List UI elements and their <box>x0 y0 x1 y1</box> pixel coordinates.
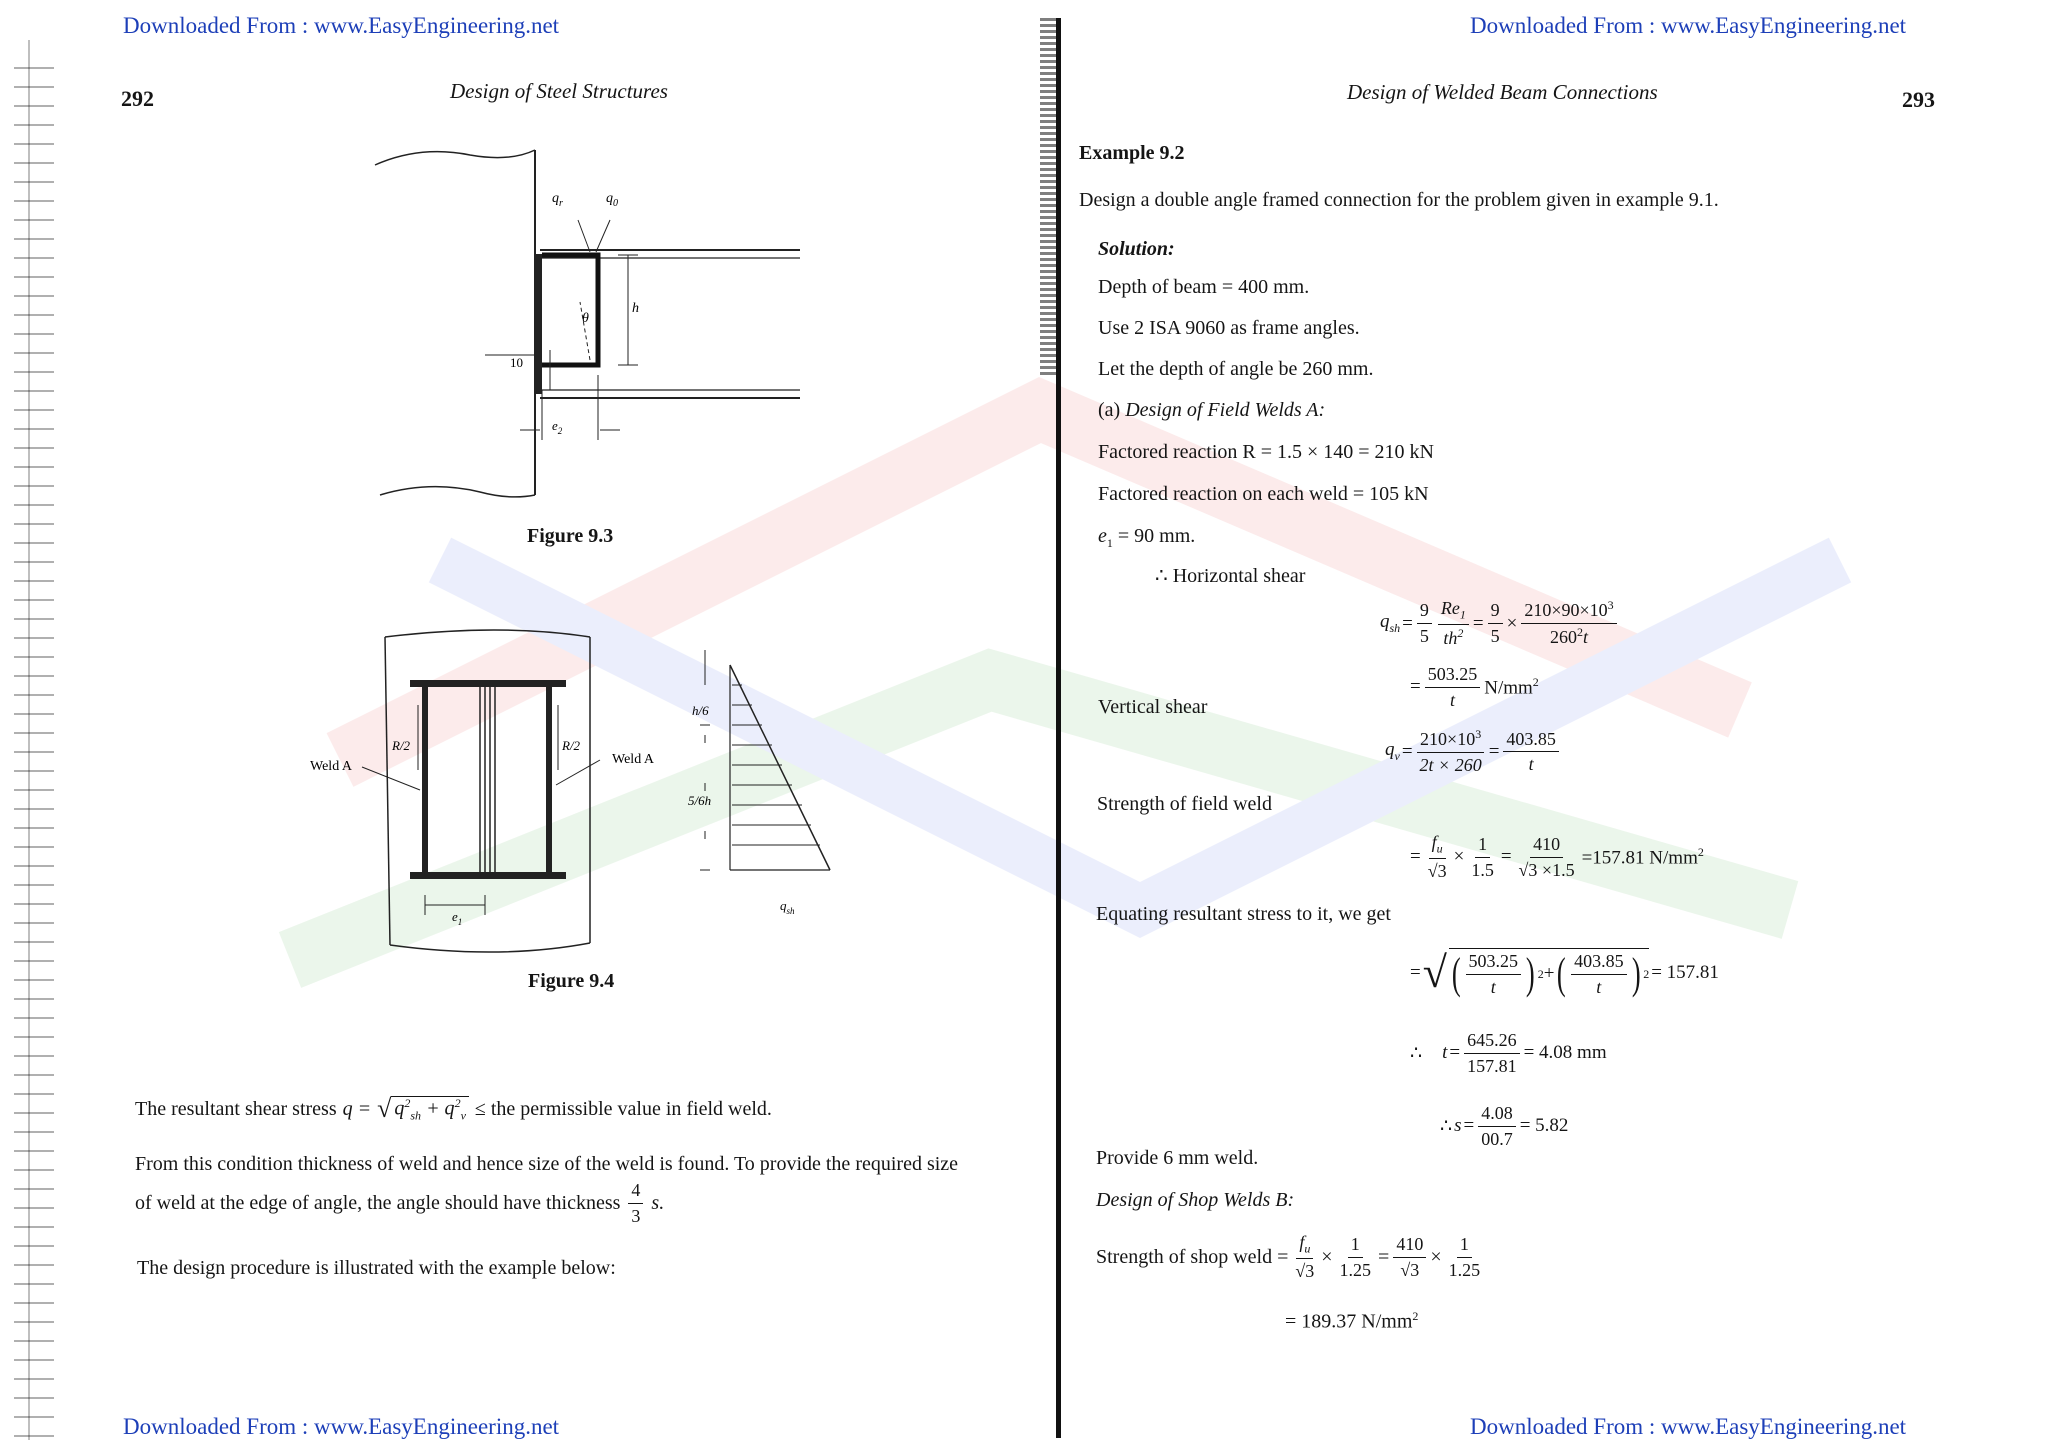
right-download-header[interactable]: Downloaded From : www.EasyEngineering.net <box>1470 13 1907 38</box>
figure-9-3-caption: Figure 9.3 <box>527 525 614 547</box>
fig94-e1: $e_1$ <box>452 909 463 927</box>
sqrt-expression: √ $q^2_{sh} + q^2_v$ <box>377 1096 469 1122</box>
e1-symbol: e <box>1098 525 1107 547</box>
shop-result-text: = 189.37 N/mm <box>1285 1310 1413 1333</box>
example-title: Example 9.2 <box>1079 142 1185 164</box>
scan-edge <box>14 60 54 1440</box>
left-para-resultant-shear <box>135 1096 772 1122</box>
problem-statement: Design a double angle framed connection for the problem given in example 9.1. <box>1079 189 1719 211</box>
page-spine <box>1056 18 1061 1438</box>
para1-pre: The resultant shear stress <box>135 1098 337 1120</box>
horizontal-shear-label: ∴ Horizontal shear <box>1155 565 1306 587</box>
fig94-weld-a-right: Weld A <box>612 752 655 767</box>
resultant-equation: = √ ( $\frac{503.25}{t}$ ) 2 + ( $\frac{403.85}{t}$ ) 2 = 157.81 <box>1410 947 1719 999</box>
qsh-result: = $\frac{503.25}{t}$ $N/mm^2$ <box>1410 664 1539 710</box>
fig94-weld-a-left: Weld A <box>310 759 353 774</box>
left-para2-line1: From this condition thickness of weld and hence size of the weld is found. To provide the required size <box>135 1153 959 1175</box>
left-running-head: Design of Steel Structures <box>450 79 668 103</box>
vertical-shear-label: Vertical shear <box>1098 696 1208 718</box>
t-equation: ∴ t = $\frac{645.26}{157.81}$ = 4.08 mm <box>1410 1030 1607 1076</box>
q-symbol: q = <box>342 1098 372 1120</box>
right-page-number: 293 <box>1902 87 1935 112</box>
strength-field-weld-label: Strength of field weld <box>1097 793 1272 815</box>
s-equation: ∴ s = $\frac{4.08}{00.7}$ = 5.82 <box>1440 1103 1569 1149</box>
fig94-56h: 5/6h <box>688 793 712 808</box>
left-download-footer[interactable]: Downloaded From : www.EasyEngineering.net <box>123 1414 560 1439</box>
left-page-number: 292 <box>121 86 154 111</box>
right-download-footer[interactable]: Downloaded From : www.EasyEngineering.net <box>1470 1414 1907 1439</box>
frac-4: 4 <box>628 1180 643 1204</box>
fig94-r2-right: R/2 <box>562 738 581 753</box>
result-15781-b: = 157.81 <box>1651 961 1719 983</box>
fig93-e2-label: $e_2$ <box>552 418 563 436</box>
e1-value <box>1098 526 1195 549</box>
reaction-each-weld: Factored reaction on each weld = 105 kN <box>1098 483 1429 505</box>
figure-9-3 <box>360 140 810 520</box>
qsh-equation: $q_{sh}$ = $\frac{9}{5}$ $\frac{Re_1}{th^2}$ = $\frac{9}{5}$ × $\frac{210\times 90\times 10^3}{260^2t}$ <box>1380 598 1619 649</box>
factored-reaction: Factored reaction R = 1.5 × 140 = 210 kN <box>1098 441 1434 463</box>
shop-weld-result: = 189.37 $N/mm^2$ <box>1285 1309 1419 1333</box>
fig94-h6: h/6 <box>692 703 709 718</box>
fig93-qr-label: $q_r$ <box>552 191 563 209</box>
qv-equation: $q_v$ = $\frac{210\times 10^3}{2t \times 260}$ = $\frac{403.85}{t}$ <box>1385 728 1561 775</box>
para1-post: ≤ the permissible value in field weld. <box>474 1098 772 1120</box>
depth-of-angle: Let the depth of angle be 260 mm. <box>1098 358 1374 380</box>
fig93-10-label: 10 <box>510 355 523 370</box>
fig93-q0-label: $q_0$ <box>606 191 618 209</box>
spine-shadow <box>1040 18 1056 378</box>
scan-edge-line <box>28 40 30 1440</box>
para2-tail: s. <box>651 1192 665 1215</box>
s-result: = 5.82 <box>1519 1115 1569 1137</box>
figure-9-4-caption: Figure 9.4 <box>528 970 615 992</box>
left-para2-line2 <box>135 1180 664 1226</box>
field-welds-prefix: (a) <box>1098 399 1126 421</box>
figure-9-4 <box>300 625 850 955</box>
shop-welds-heading: Design of Shop Welds B: <box>1096 1189 1295 1211</box>
frac-3: 3 <box>631 1205 641 1226</box>
fig94-r2-left: R/2 <box>392 738 411 753</box>
left-para3: The design procedure is illustrated with the example below: <box>137 1257 616 1279</box>
depth-of-beam: Depth of beam = 400 mm. <box>1098 276 1310 298</box>
field-welds-heading <box>1098 400 1325 420</box>
left-download-header[interactable]: Downloaded From : www.EasyEngineering.net <box>123 13 560 38</box>
solution-label: Solution: <box>1098 238 1175 260</box>
result-15781-a: =157.81 N/mm <box>1581 847 1698 869</box>
t-result: = 4.08 mm <box>1523 1042 1607 1064</box>
para2-line2-text: of weld at the edge of angle, the angle should have thickness <box>135 1192 621 1215</box>
strength-shop-weld-label: Strength of shop weld = <box>1096 1245 1289 1268</box>
fig93-h-label: h <box>632 301 639 316</box>
right-running-head: Design of Welded Beam Connections <box>1347 80 1658 104</box>
provide-weld: Provide 6 mm weld. <box>1096 1147 1259 1169</box>
fig94-qsh: $q_{sh}$ <box>780 898 795 916</box>
use-angles: Use 2 ISA 9060 as frame angles. <box>1098 317 1360 339</box>
field-weld-strength-equation: = $\frac{f_u}{√3}$ × $\frac{1}{1.5}$ = $\frac{410}{√3 \times 1.5}$ =157.81 $N/mm^2$ <box>1410 832 1704 882</box>
field-welds-text: Design of Field Welds A: <box>1125 399 1326 421</box>
e1-val: = 90 mm. <box>1112 525 1196 547</box>
e1-subscript: 1 <box>1106 536 1113 550</box>
equating-label: Equating resultant stress to it, we get <box>1096 903 1391 925</box>
fig93-theta-label: θ <box>582 311 589 326</box>
shop-weld-equation: Strength of shop weld = $\frac{f_u}{√3}$ × $\frac{1}{1.25}$ = $\frac{410}{√3}$ × $\frac{1}{1.25}$ <box>1096 1232 1481 1282</box>
